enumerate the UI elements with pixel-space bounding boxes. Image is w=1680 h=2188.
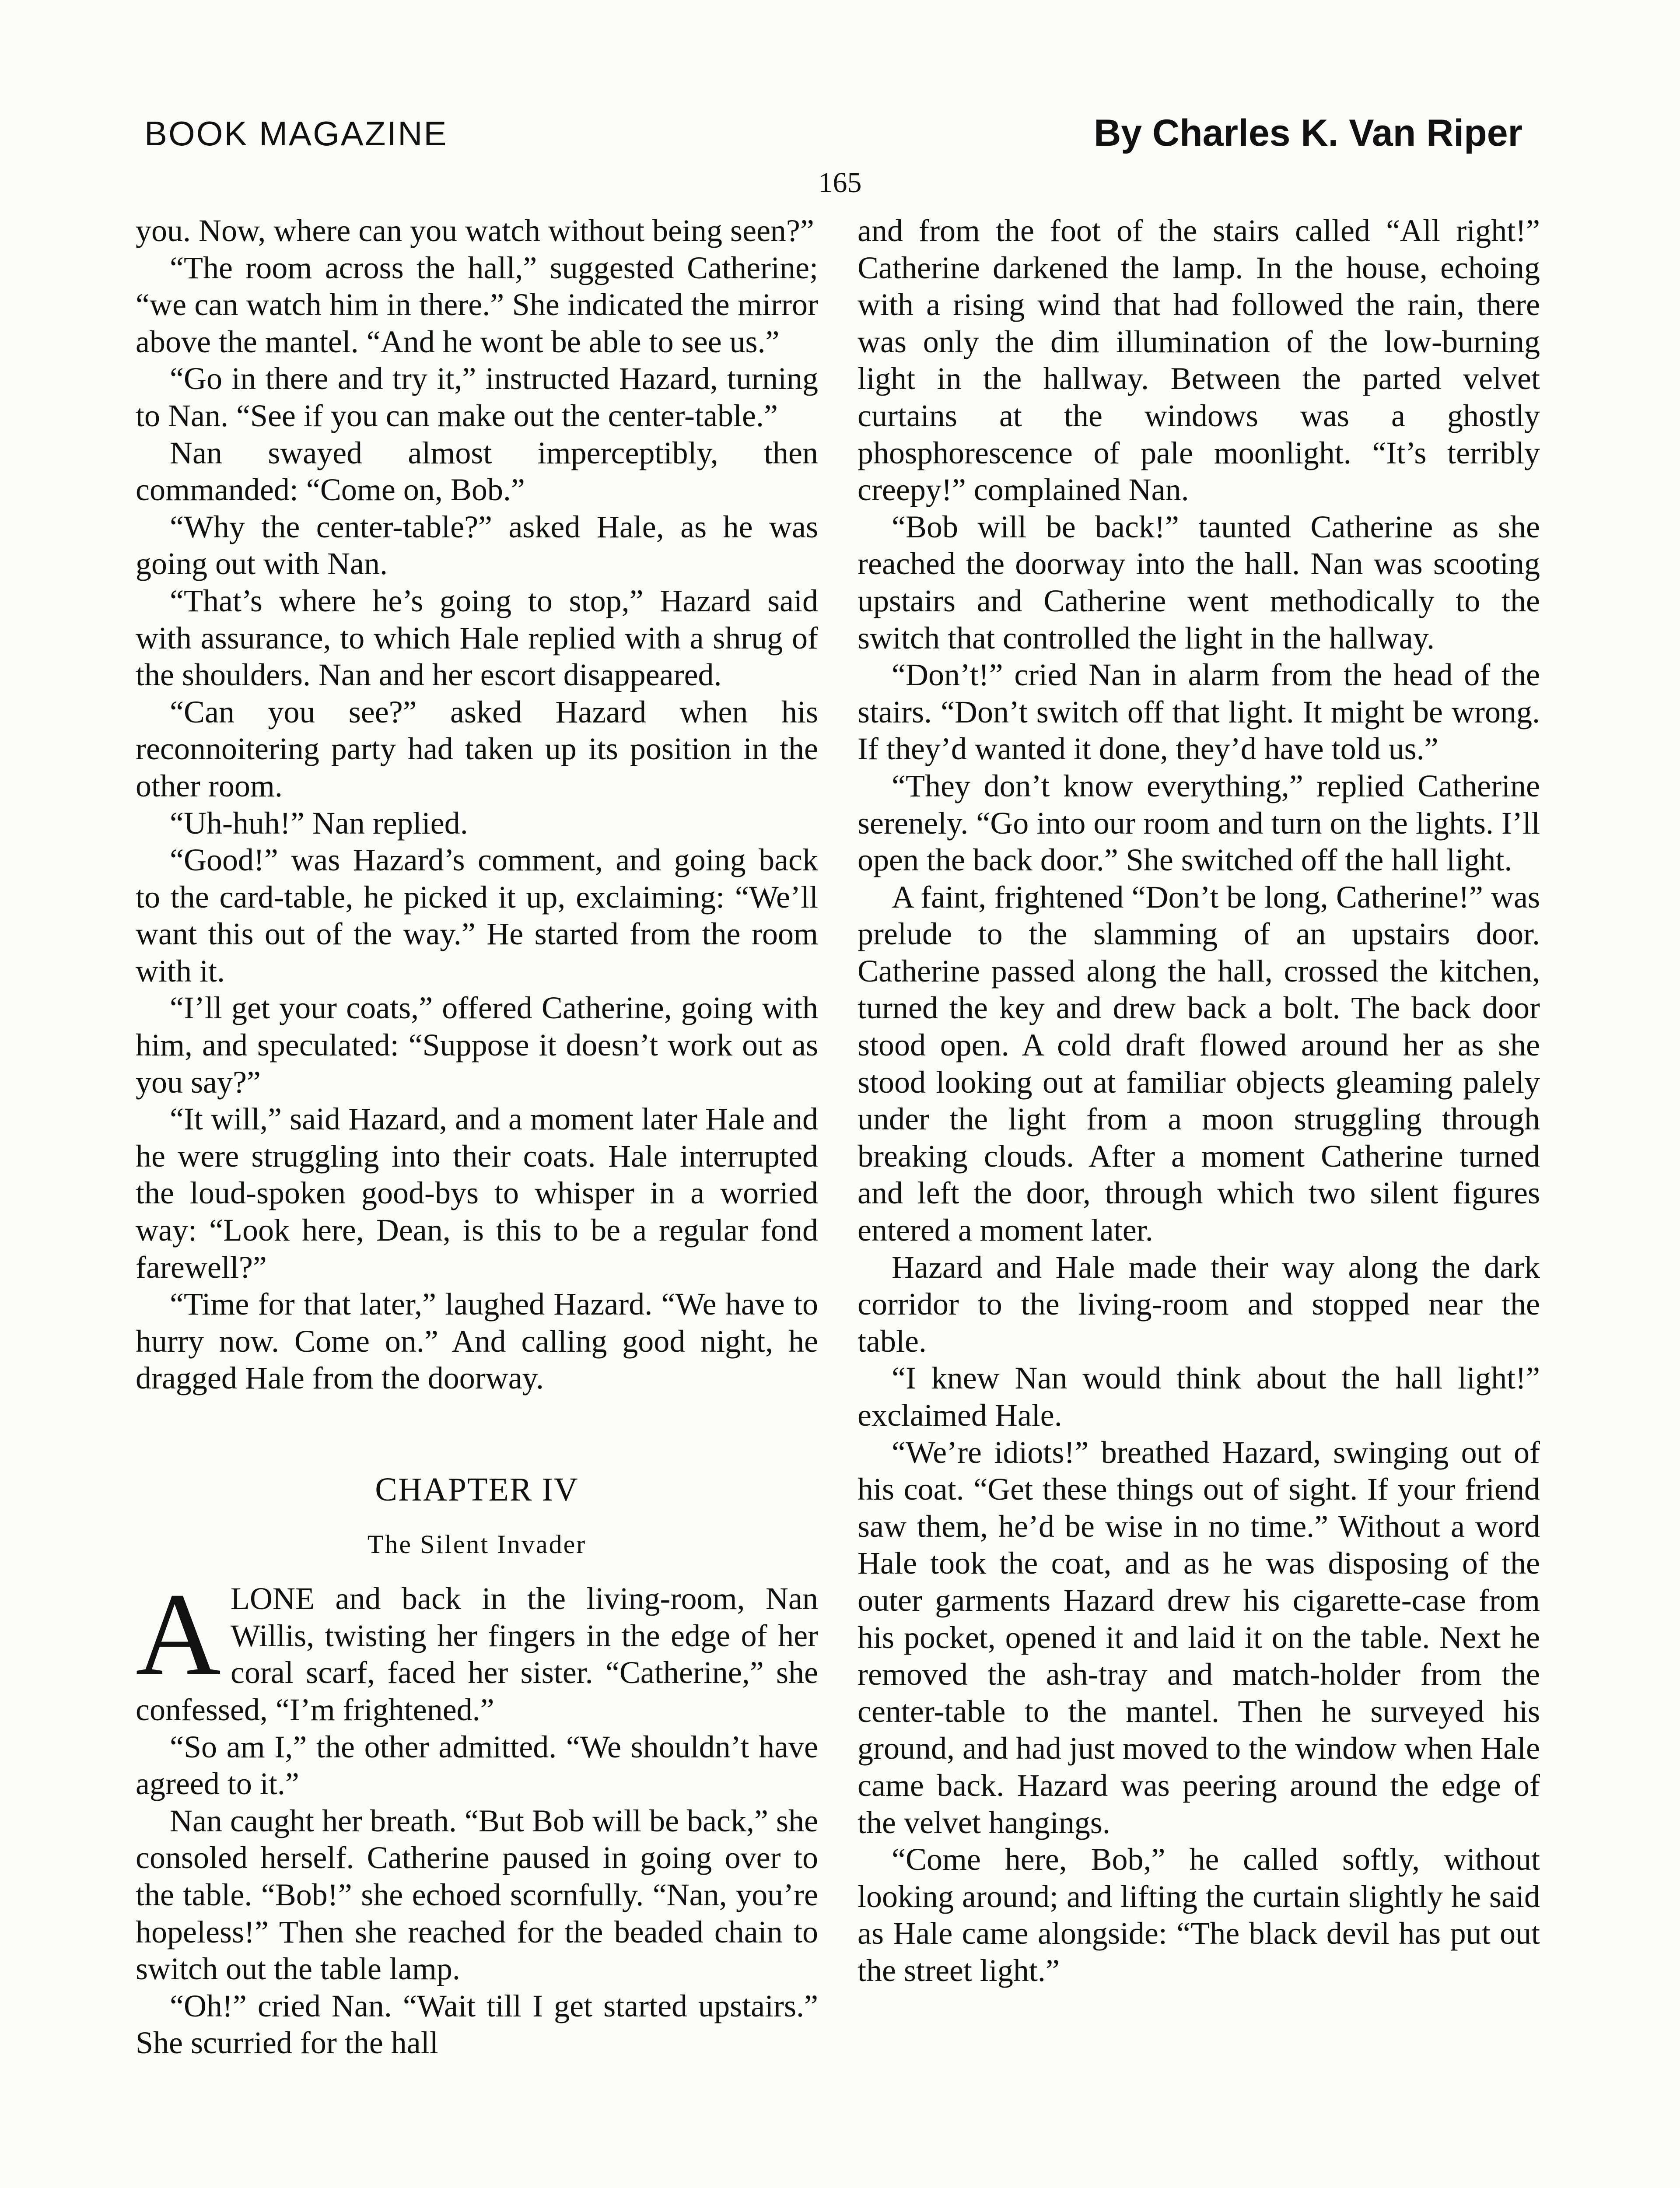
paragraph: “They don’t know everything,” replied Catherine serenely. “Go into our room and turn on the lights. I’ll open the back door.” She switched off the hall light. [858,768,1540,878]
paragraph: “Good!” was Hazard’s comment, and going back to the card-table, he picked it up, exclaiming: “We’ll want this out of the way.” He started from the room with it. [136,842,818,989]
paragraph: “That’s where he’s going to stop,” Hazard said with assurance, to which Hale replied with a shrug of the shoulders. Nan and her escort disappeared. [136,583,818,693]
author-byline: By Charles K. Van Riper [1094,112,1522,154]
paragraph: “Uh-huh!” Nan replied. [170,805,468,841]
paragraph: Nan caught her breath. “But Bob will be back,” she consoled herself. Catherine paused in going over to the table. “Bob!” she echoed scornfully. “Nan, you’re hopeless!” Then she reached for the beaded chain to switch out the table lamp. [136,1803,818,1987]
paragraph: and from the foot of the stairs called “All right!” Catherine darkened the lamp. In the house, echoing with a rising wind that had followed the rain, there was only the dim illumination of the low-burning light in the hallway. Between the parted velvet curtains at the windows was a ghostly phosphorescence of pale moonlight. “It’s terribly creepy!” complained Nan. [858,213,1540,508]
paragraph: “The room across the hall,” suggested Catherine; “we can watch him in there.” She indicated the mirror above the mantel. “And he wont be able to see us.” [136,250,818,359]
paragraph: Hazard and Hale made their way along the dark corridor to the living-room and stopped near the table. [858,1249,1540,1359]
chapter-subtitle: The Silent Invader [367,1529,587,1559]
chapter-heading: CHAPTER IV [375,1471,579,1508]
paragraph: “I knew Nan would think about the hall light!” exclaimed Hale. [858,1360,1540,1433]
dropcap-paragraph-text: LONE and back in the living-room, Nan Willis, twisting her fingers in the edge of her coral scarf, faced her sister. “Catherine,” she confessed, “I’m frightened.” [136,1581,818,1727]
dropcap-paragraph [136,1569,818,1728]
paragraph: “Why the center-table?” asked Hale, as he was going out with Nan. [136,509,818,582]
magazine-title: BOOK MAGAZINE [144,114,448,153]
drop-cap: A [136,1569,221,1700]
paragraph: “Go in there and try it,” instructed Hazard, turning to Nan. “See if you can make out the center-table.” [136,361,818,433]
paragraph: “Can you see?” asked Hazard when his reconnoitering party had taken up its position in the other room. [136,694,818,803]
right-column [858,212,1540,1989]
page-number: 165 [818,167,862,199]
paragraph: “Don’t!” cried Nan in alarm from the head of the stairs. “Don’t switch off that light. It might be wrong. If they’d wanted it done, they’d have told us.” [858,657,1540,767]
paragraph: “Bob will be back!” taunted Catherine as she reached the doorway into the hall. Nan was scooting upstairs and Catherine went methodically to the switch that controlled the light in the hallway. [858,509,1540,656]
paragraph: “Time for that later,” laughed Hazard. “We have to hurry now. Come on.” And calling good night, he dragged Hale from the doorway. [136,1287,818,1396]
paragraph: “We’re idiots!” breathed Hazard, swinging out of his coat. “Get these things out of sight. If your friend saw them, he’d be wise in no time.” Without a word Hale took the coat, and as he was disposing of the outer garments Hazard drew his cigarette-case from his pocket, opened it and laid it on the table. Next he removed the ash-tray and match-holder from the center-table to the mantel. Then he surveyed his ground, and had just moved to the window when Hale came back. Hazard was peering around the edge of the velvet hangings. [858,1434,1540,1840]
paragraph: “I’ll get your coats,” offered Catherine, going with him, and speculated: “Suppose it doesn’t work out as you say?” [136,990,818,1100]
paragraph: A faint, frightened “Don’t be long, Catherine!” was prelude to the slamming of an upstairs door. Catherine passed along the hall, crossed the kitchen, turned the key and drew back a bolt. The back door stood open. A cold draft flowed around her as she stood looking out at familiar objects gleaming palely under the light from a moon struggling through breaking clouds. After a moment Catherine turned and left the door, through which two silent figures entered a moment later. [858,879,1540,1248]
paragraph: Nan swayed almost imperceptibly, then commanded: “Come on, Bob.” [136,435,818,508]
paragraph: “So am I,” the other admitted. “We shouldn’t have agreed to it.” [136,1729,818,1802]
left-column [136,212,818,2062]
paragraph: “It will,” said Hazard, and a moment later Hale and he were struggling into their coats. Hale interrupted the loud-spoken good-bys to whisper in a worried way: “Look here, Dean, is this to be a regular fond farewell?” [136,1101,818,1285]
paragraph: you. Now, where can you watch without being seen?” [136,213,814,248]
paragraph: “Come here, Bob,” he called softly, without looking around; and lifting the curtain slightly he said as Hale came alongside: “The black devil has put out the street light.” [858,1842,1540,1988]
paragraph: “Oh!” cried Nan. “Wait till I get started upstairs.” She scurried for the hall [136,1988,818,2061]
